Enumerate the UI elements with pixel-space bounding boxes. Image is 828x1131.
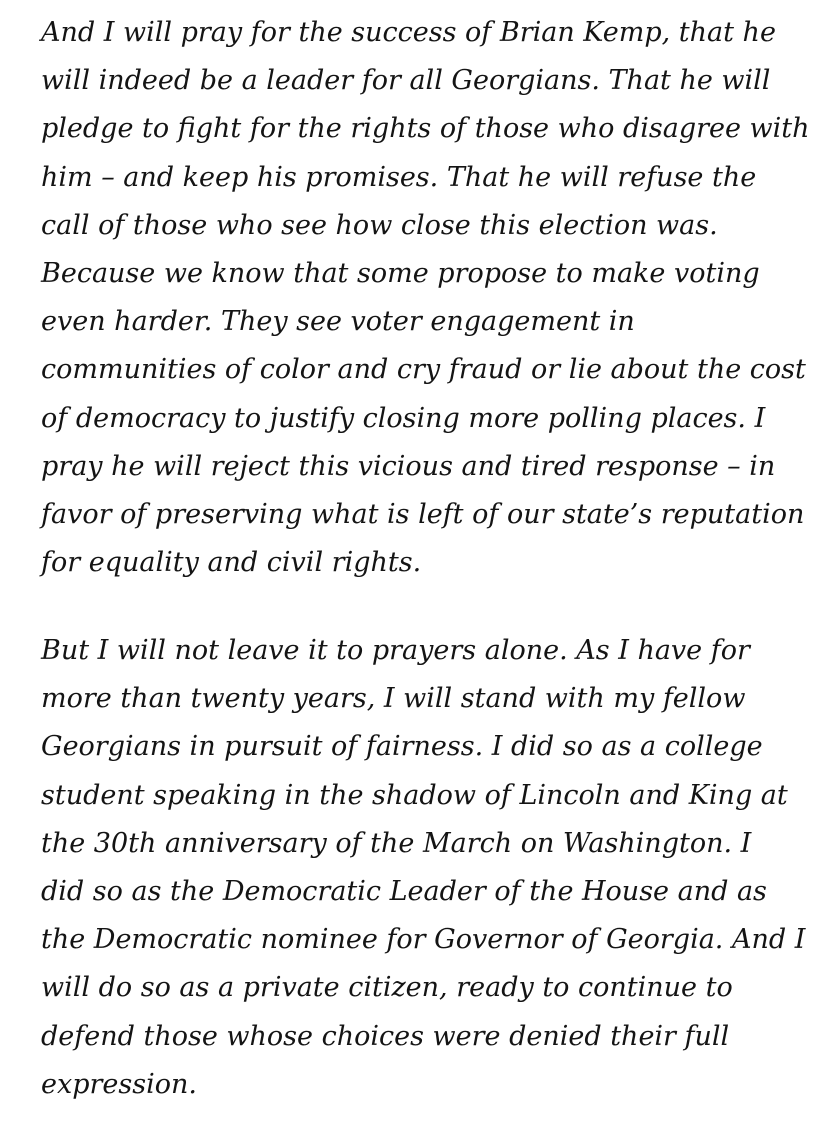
text-line: did so as the Democratic Leader of the House and as — [41, 875, 767, 907]
text-line: Georgians in pursuit of fairness. I did so as a college — [41, 731, 763, 763]
text-line: for equality and civil rights. — [41, 547, 422, 579]
text-line: call of those who see how close this election was. — [41, 209, 718, 241]
text-line: But I will not leave it to prayers alone. As I have for — [41, 635, 750, 666]
text-line: will do so as a private citizen, ready to continue to — [41, 972, 733, 1004]
text-line: pray he will reject this vicious and tired response – in — [41, 450, 776, 482]
text-line: the 30th anniversary of the March on Washington. I — [41, 827, 752, 859]
text-line: Because we know that some propose to make voting — [41, 257, 760, 289]
text-line: expression. — [41, 1068, 197, 1100]
text-line: communities of color and cry fraud or lie about the cost — [41, 354, 806, 386]
text-line: more than twenty years, I will stand with my fellow — [41, 683, 746, 715]
text-line: even harder. They see voter engagement in — [41, 306, 635, 338]
text-line: favor of preserving what is left of our state’s reputation — [41, 498, 805, 530]
text-line: will indeed be a leader for all Georgians. That he will — [41, 65, 771, 97]
text-line: student speaking in the shadow of Lincoln and King at — [41, 779, 788, 811]
text-line: pledge to fight for the rights of those who disagree with — [41, 113, 810, 145]
text-line: defend those whose choices were denied their full — [41, 1020, 730, 1052]
text-line: the Democratic nominee for Governor of Georgia. And I — [41, 924, 806, 956]
text-line: And I will pray for the success of Brian Kemp, that he — [41, 17, 776, 48]
text-line: him – and keep his promises. That he will refuse the — [41, 161, 757, 193]
text-line: of democracy to justify closing more polling places. I — [41, 402, 766, 434]
paragraph-2 — [41, 627, 821, 1109]
paragraph-1 — [41, 9, 821, 587]
